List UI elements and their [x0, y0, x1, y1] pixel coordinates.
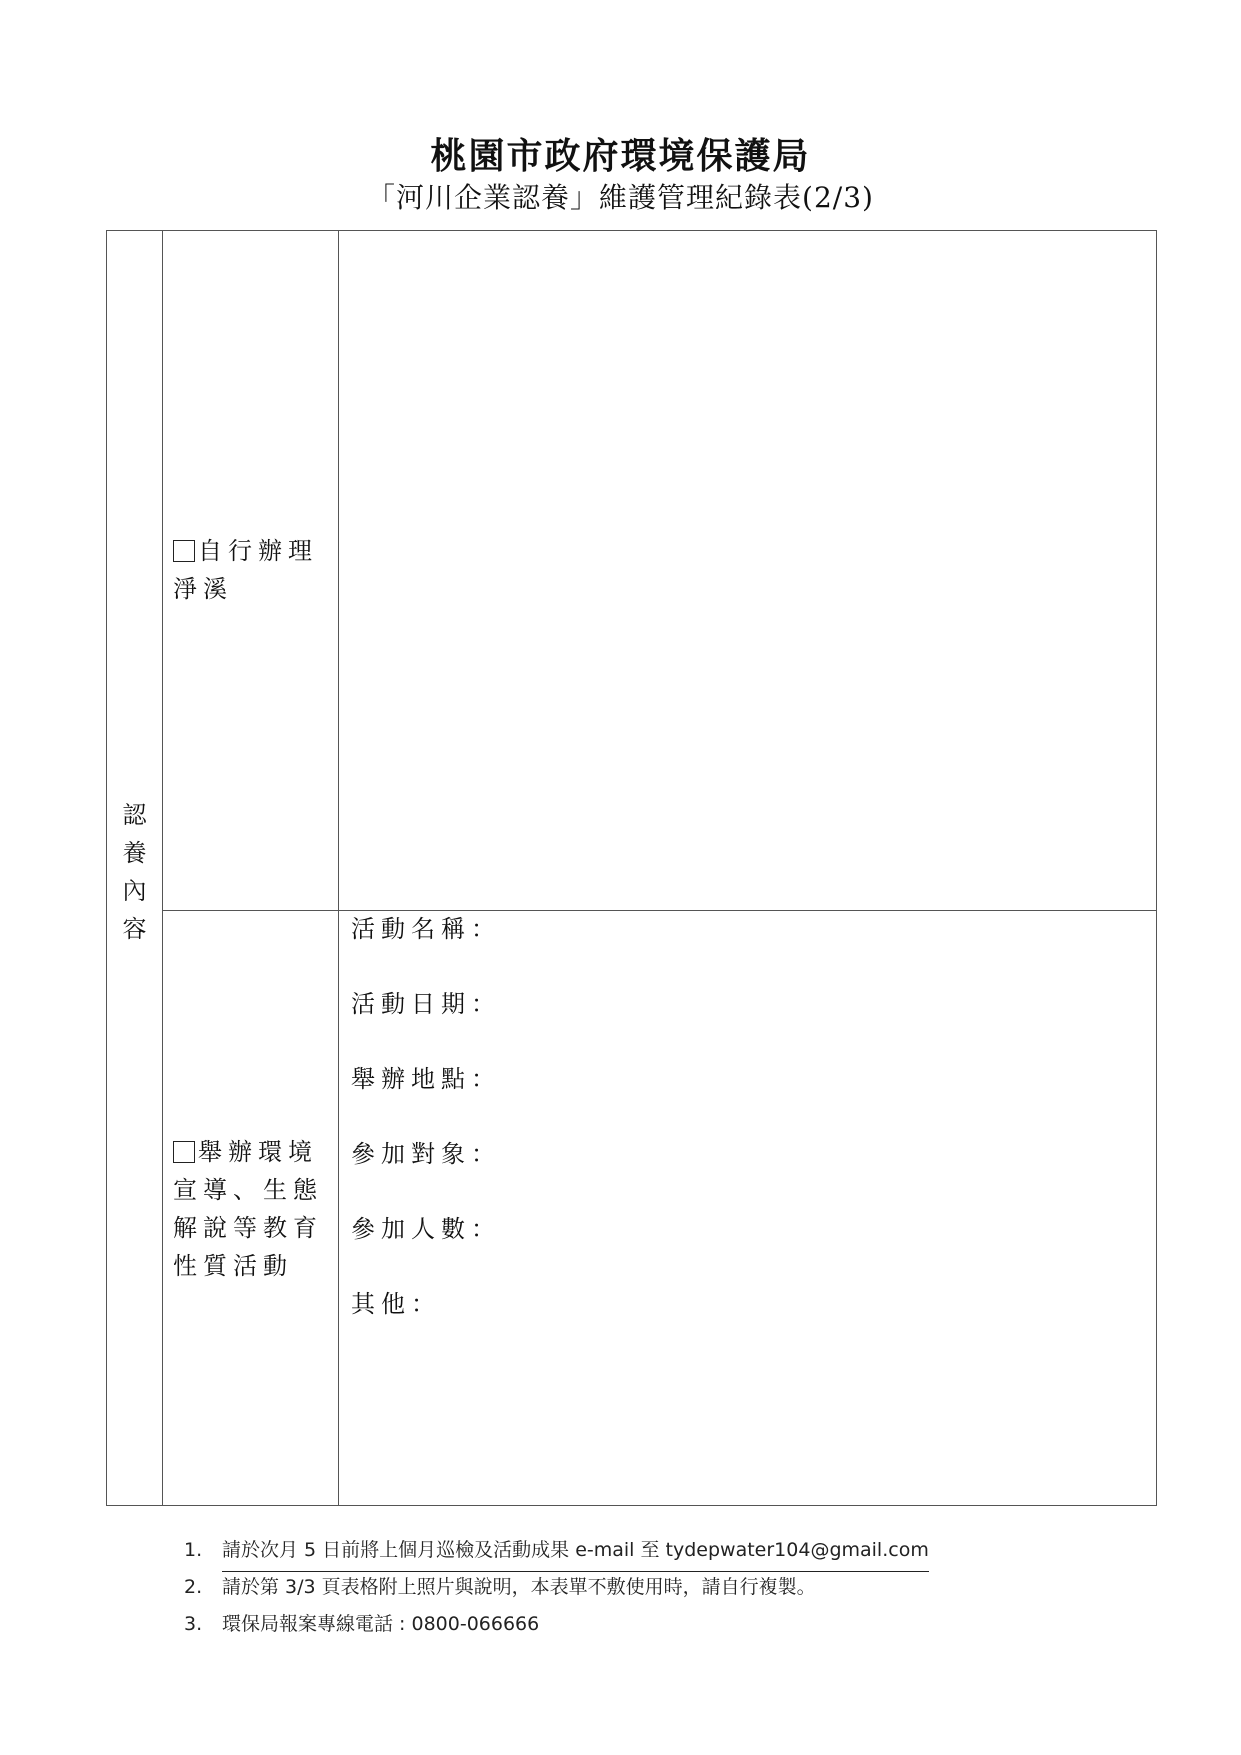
footnote-number: 1.: [184, 1539, 203, 1561]
education-activity-checkbox[interactable]: [173, 1141, 195, 1163]
section-label-char: 內: [122, 877, 147, 905]
option-education-activity-label: 舉辦環境宣導、生態解說等教育性質活動: [173, 1138, 323, 1280]
cleanup-checkbox[interactable]: [173, 540, 195, 562]
row-divider: [162, 910, 1156, 911]
section-label-adoption-content: [107, 796, 162, 948]
footnote-item: [184, 1609, 929, 1646]
cleanup-record-area[interactable]: [339, 231, 1156, 909]
footnote-item: [184, 1535, 929, 1572]
section-label-char: 認: [122, 801, 147, 829]
page-subtitle: 「河川企業認養」維護管理紀錄表(2/3): [367, 181, 874, 214]
activity-location-field[interactable]: 舉辦地點：: [351, 1065, 501, 1093]
option-river-cleanup: [173, 532, 333, 608]
footnotes: [184, 1535, 929, 1646]
activity-date-field[interactable]: 活動日期：: [351, 990, 501, 1018]
participant-target-field[interactable]: 參加對象：: [351, 1140, 501, 1168]
record-form-table: [106, 230, 1157, 1506]
page-title: 桃園市政府環境保護局: [430, 135, 811, 177]
activity-fields: [351, 911, 501, 1361]
option-education-activity: [173, 1133, 333, 1285]
participant-count-field[interactable]: 參加人數：: [351, 1215, 501, 1243]
activity-name-field[interactable]: 活動名稱：: [351, 915, 501, 943]
footnote-email-instruction: 請於次月 5 日前將上個月巡檢及活動成果 e-mail 至 tydepwater104@gmail.com: [222, 1535, 929, 1572]
option-river-cleanup-label: 自行辦理淨溪: [173, 537, 318, 603]
footnote-number: 3.: [184, 1613, 203, 1635]
footnote-number: 2.: [184, 1576, 203, 1598]
column-divider: [162, 231, 163, 1505]
section-label-char: 容: [122, 915, 147, 943]
footnote-hotline: 環保局報案專線電話 : 0800-066666: [222, 1613, 540, 1635]
footnote-item: [184, 1572, 929, 1609]
footnote-photo-instruction: 請於第 3/3 頁表格附上照片與說明，本表單不敷使用時，請自行複製。: [222, 1576, 816, 1598]
section-label-char: 養: [122, 839, 147, 867]
other-field[interactable]: 其他：: [351, 1290, 441, 1318]
